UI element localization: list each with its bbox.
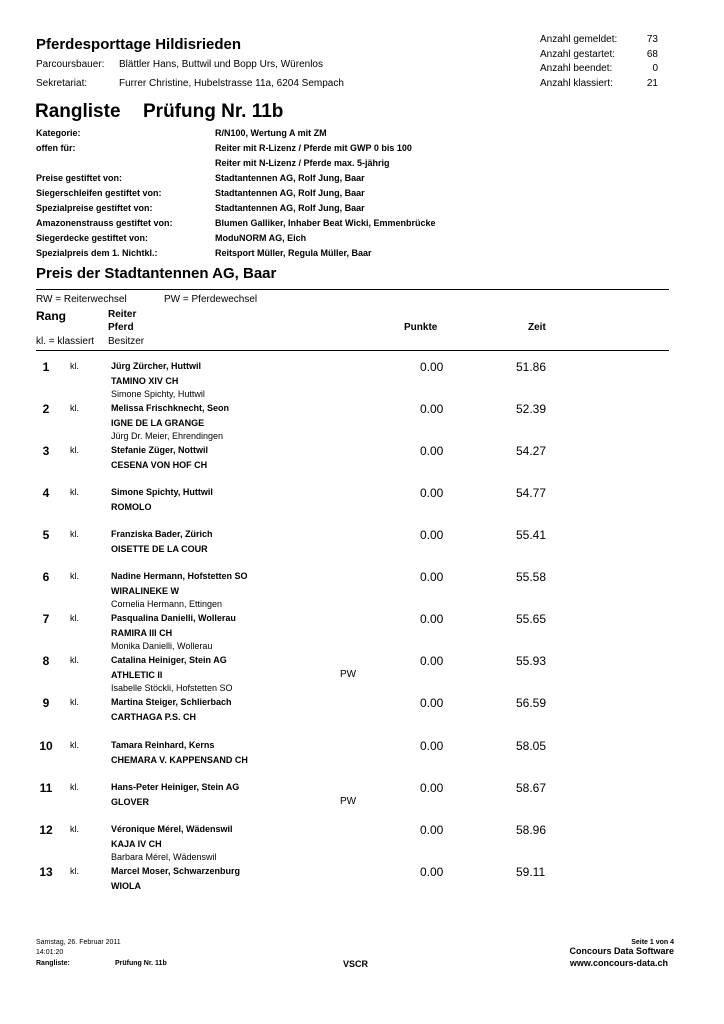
column-reiter: Reiter bbox=[108, 309, 137, 320]
points: 0.00 bbox=[420, 654, 444, 668]
horse: RAMIRA III CH bbox=[111, 628, 173, 638]
time: 55.41 bbox=[516, 528, 547, 542]
info-row bbox=[36, 128, 636, 143]
footer-date: Samstag, 26. Februar 2011 bbox=[36, 939, 121, 946]
result-row bbox=[36, 782, 676, 824]
points: 0.00 bbox=[420, 696, 444, 710]
info-value: Reiter mit R-Lizenz / Pferde mit GWP 0 bis 100 bbox=[215, 143, 412, 153]
rank: 8 bbox=[42, 654, 50, 668]
horse: WIRALINEKE W bbox=[111, 586, 179, 596]
result-row bbox=[36, 529, 676, 571]
footer-website: www.concours-data.ch bbox=[569, 958, 668, 968]
result-row bbox=[36, 487, 676, 529]
info-key: Amazonenstrauss gestiftet von: bbox=[36, 218, 173, 228]
legend-rw: RW = Reiterwechsel bbox=[36, 294, 127, 305]
result-row bbox=[36, 361, 676, 403]
sponsor-title: Preis der Stadtantennen AG, Baar bbox=[36, 265, 277, 282]
points: 0.00 bbox=[420, 402, 444, 416]
info-row bbox=[36, 143, 636, 158]
rider: Nadine Hermann, Hofstetten SO bbox=[111, 571, 248, 581]
time: 55.58 bbox=[516, 570, 547, 584]
info-key: Spezialpreis dem 1. Nichtkl.: bbox=[36, 248, 158, 258]
result-row bbox=[36, 866, 676, 908]
time: 54.27 bbox=[516, 444, 547, 458]
divider bbox=[36, 289, 669, 290]
stats-block bbox=[540, 34, 658, 92]
stat-value: 68 bbox=[646, 48, 658, 60]
result-row bbox=[36, 571, 676, 613]
status: kl. bbox=[70, 529, 79, 539]
divider bbox=[36, 350, 669, 351]
result-row bbox=[36, 403, 676, 445]
info-row bbox=[36, 173, 636, 188]
status: kl. bbox=[70, 824, 79, 834]
info-key: Preise gestiftet von: bbox=[36, 173, 123, 183]
time: 58.67 bbox=[516, 781, 547, 795]
points: 0.00 bbox=[420, 865, 444, 879]
rider: Marcel Moser, Schwarzenburg bbox=[111, 866, 241, 876]
points: 0.00 bbox=[420, 486, 444, 500]
horse: CHEMARA V. KAPPENSAND CH bbox=[111, 755, 248, 765]
time: 51.86 bbox=[516, 360, 547, 374]
result-row bbox=[36, 740, 676, 782]
rank: 5 bbox=[42, 528, 50, 542]
owner: Barbara Mérel, Wädenswil bbox=[111, 852, 217, 862]
stat-row bbox=[540, 63, 658, 78]
column-punkte: Punkte bbox=[404, 322, 438, 333]
rider: Jürg Zürcher, Huttwil bbox=[111, 361, 202, 371]
points: 0.00 bbox=[420, 444, 444, 458]
stat-label: Anzahl klassiert: bbox=[540, 77, 613, 89]
points: 0.00 bbox=[420, 781, 444, 795]
rider: Catalina Heiniger, Stein AG bbox=[111, 655, 227, 665]
horse: KAJA IV CH bbox=[111, 839, 162, 849]
secretariat-value: Furrer Christine, Hubelstrasse 11a, 6204 Sempach bbox=[119, 78, 344, 89]
horse: GLOVER bbox=[111, 797, 150, 807]
status: kl. bbox=[70, 445, 79, 455]
rider: Simone Spichty, Huttwil bbox=[111, 487, 213, 497]
horse: WIOLA bbox=[111, 881, 141, 891]
rider: Hans-Peter Heiniger, Stein AG bbox=[111, 782, 240, 792]
column-besitzer: Besitzer bbox=[108, 336, 145, 347]
column-pferd: Pferd bbox=[108, 322, 134, 333]
info-row bbox=[36, 248, 636, 263]
rank: 12 bbox=[39, 823, 53, 837]
rank: 9 bbox=[42, 696, 50, 710]
status: kl. bbox=[70, 403, 79, 413]
info-row bbox=[36, 158, 636, 173]
footer-software: Concours Data Software bbox=[569, 946, 674, 956]
rider: Franziska Bader, Zürich bbox=[111, 529, 213, 539]
info-row bbox=[36, 203, 636, 218]
status: kl. bbox=[70, 782, 79, 792]
info-value: R/N100, Wertung A mit ZM bbox=[215, 128, 327, 138]
stat-label: Anzahl gemeldet: bbox=[540, 34, 618, 45]
time: 52.39 bbox=[516, 402, 547, 416]
result-row bbox=[36, 697, 676, 739]
rider: Stefanie Züger, Nottwil bbox=[111, 445, 209, 455]
status: kl. bbox=[70, 487, 79, 497]
info-value: Stadtantennen AG, Rolf Jung, Baar bbox=[215, 173, 365, 183]
rider: Véronique Mérel, Wädenswil bbox=[111, 824, 233, 834]
info-value: Stadtantennen AG, Rolf Jung, Baar bbox=[215, 188, 365, 198]
pruefung-title: Prüfung Nr. 11b bbox=[143, 101, 284, 122]
status: kl. bbox=[70, 697, 79, 707]
owner: Cornelia Hermann, Ettingen bbox=[111, 599, 223, 609]
change-flag: PW bbox=[340, 669, 357, 680]
owner: Isabelle Stöckli, Hofstetten SO bbox=[111, 683, 233, 693]
time: 54.77 bbox=[516, 486, 547, 500]
stat-row bbox=[540, 34, 658, 49]
rank: 1 bbox=[42, 360, 50, 374]
points: 0.00 bbox=[420, 612, 444, 626]
result-row bbox=[36, 824, 676, 866]
info-value: Stadtantennen AG, Rolf Jung, Baar bbox=[215, 203, 365, 213]
course-builder-value: Blättler Hans, Buttwil und Bopp Urs, Würenlos bbox=[119, 59, 323, 70]
info-value: Reitsport Müller, Regula Müller, Baar bbox=[215, 248, 372, 258]
legend-pw: PW = Pferdewechsel bbox=[164, 294, 258, 305]
points: 0.00 bbox=[420, 823, 444, 837]
time: 59.11 bbox=[516, 865, 546, 879]
secretariat-label: Sekretariat: bbox=[36, 78, 88, 89]
stat-label: Anzahl gestartet: bbox=[540, 48, 616, 60]
rank: 6 bbox=[42, 570, 50, 584]
owner: Simone Spichty, Huttwil bbox=[111, 389, 205, 399]
horse: TAMINO XIV CH bbox=[111, 376, 179, 386]
horse: ROMOLO bbox=[111, 502, 152, 512]
info-key: Siegerschleifen gestiftet von: bbox=[36, 188, 162, 198]
footer-pruefung: Prüfung Nr. 11b bbox=[115, 960, 167, 967]
result-row bbox=[36, 613, 676, 655]
stat-label: Anzahl beendet: bbox=[540, 63, 613, 74]
column-rang: Rang bbox=[36, 309, 66, 323]
info-row bbox=[36, 218, 636, 233]
info-key: Siegerdecke gestiftet von: bbox=[36, 233, 149, 243]
footer-center: VSCR bbox=[343, 959, 369, 969]
column-zeit: Zeit bbox=[528, 322, 546, 333]
horse: ATHLETIC II bbox=[111, 670, 163, 680]
result-row bbox=[36, 445, 676, 487]
course-builder-label: Parcoursbauer: bbox=[36, 59, 105, 70]
rank: 13 bbox=[39, 865, 53, 879]
time: 58.96 bbox=[516, 823, 547, 837]
horse: CARTHAGA P.S. CH bbox=[111, 712, 197, 722]
info-row bbox=[36, 188, 636, 203]
time: 55.65 bbox=[516, 612, 547, 626]
change-flag: PW bbox=[340, 796, 357, 807]
rank: 10 bbox=[39, 739, 53, 753]
status: kl. bbox=[70, 866, 79, 876]
rangliste-title: Rangliste bbox=[35, 101, 121, 122]
horse: CESENA VON HOF CH bbox=[111, 460, 208, 470]
rank: 2 bbox=[42, 402, 50, 416]
info-key: Spezialpreise gestiftet von: bbox=[36, 203, 153, 213]
status: kl. bbox=[70, 571, 79, 581]
stat-row bbox=[540, 49, 658, 64]
rider: Tamara Reinhard, Kerns bbox=[111, 740, 215, 750]
rank: 11 bbox=[39, 781, 53, 795]
time: 55.93 bbox=[516, 654, 547, 668]
stat-value: 21 bbox=[646, 77, 658, 89]
status: kl. bbox=[70, 613, 79, 623]
rider: Melissa Frischknecht, Seon bbox=[111, 403, 230, 413]
info-value: ModuNORM AG, Eich bbox=[215, 233, 307, 243]
info-key: offen für: bbox=[36, 143, 76, 153]
stat-value: 0 bbox=[652, 63, 658, 74]
points: 0.00 bbox=[420, 739, 444, 753]
rider: Pasqualina Danielli, Wollerau bbox=[111, 613, 236, 623]
status: kl. bbox=[70, 740, 79, 750]
info-row bbox=[36, 233, 636, 248]
info-value: Reiter mit N-Lizenz / Pferde max. 5-jährig bbox=[215, 158, 390, 168]
owner: Monika Danielli, Wollerau bbox=[111, 641, 213, 651]
points: 0.00 bbox=[420, 360, 444, 374]
horse: IGNE DE LA GRANGE bbox=[111, 418, 205, 428]
info-value: Blumen Galliker, Inhaber Beat Wicki, Emmenbrücke bbox=[215, 218, 436, 228]
result-row bbox=[36, 655, 676, 697]
column-klassiert: kl. = klassiert bbox=[36, 336, 95, 347]
owner: Jürg Dr. Meier, Ehrendingen bbox=[111, 431, 224, 441]
status: kl. bbox=[70, 361, 79, 371]
rank: 3 bbox=[42, 444, 50, 458]
footer-page: Seite 1 von 4 bbox=[631, 939, 674, 946]
footer-rangliste-label: Rangliste: bbox=[36, 960, 70, 967]
points: 0.00 bbox=[420, 570, 444, 584]
time: 56.59 bbox=[516, 696, 547, 710]
rank: 4 bbox=[42, 486, 50, 500]
footer-time: 14:01:20 bbox=[36, 949, 64, 956]
rider: Martina Steiger, Schlierbach bbox=[111, 697, 232, 707]
stat-value: 73 bbox=[646, 34, 658, 45]
rank: 7 bbox=[42, 612, 50, 626]
status: kl. bbox=[70, 655, 79, 665]
event-title: Pferdesporttage Hildisrieden bbox=[36, 36, 242, 53]
horse: OISETTE DE LA COUR bbox=[111, 544, 208, 554]
points: 0.00 bbox=[420, 528, 444, 542]
info-key: Kategorie: bbox=[36, 128, 81, 138]
time: 58.05 bbox=[516, 739, 547, 753]
stat-row bbox=[540, 78, 658, 93]
